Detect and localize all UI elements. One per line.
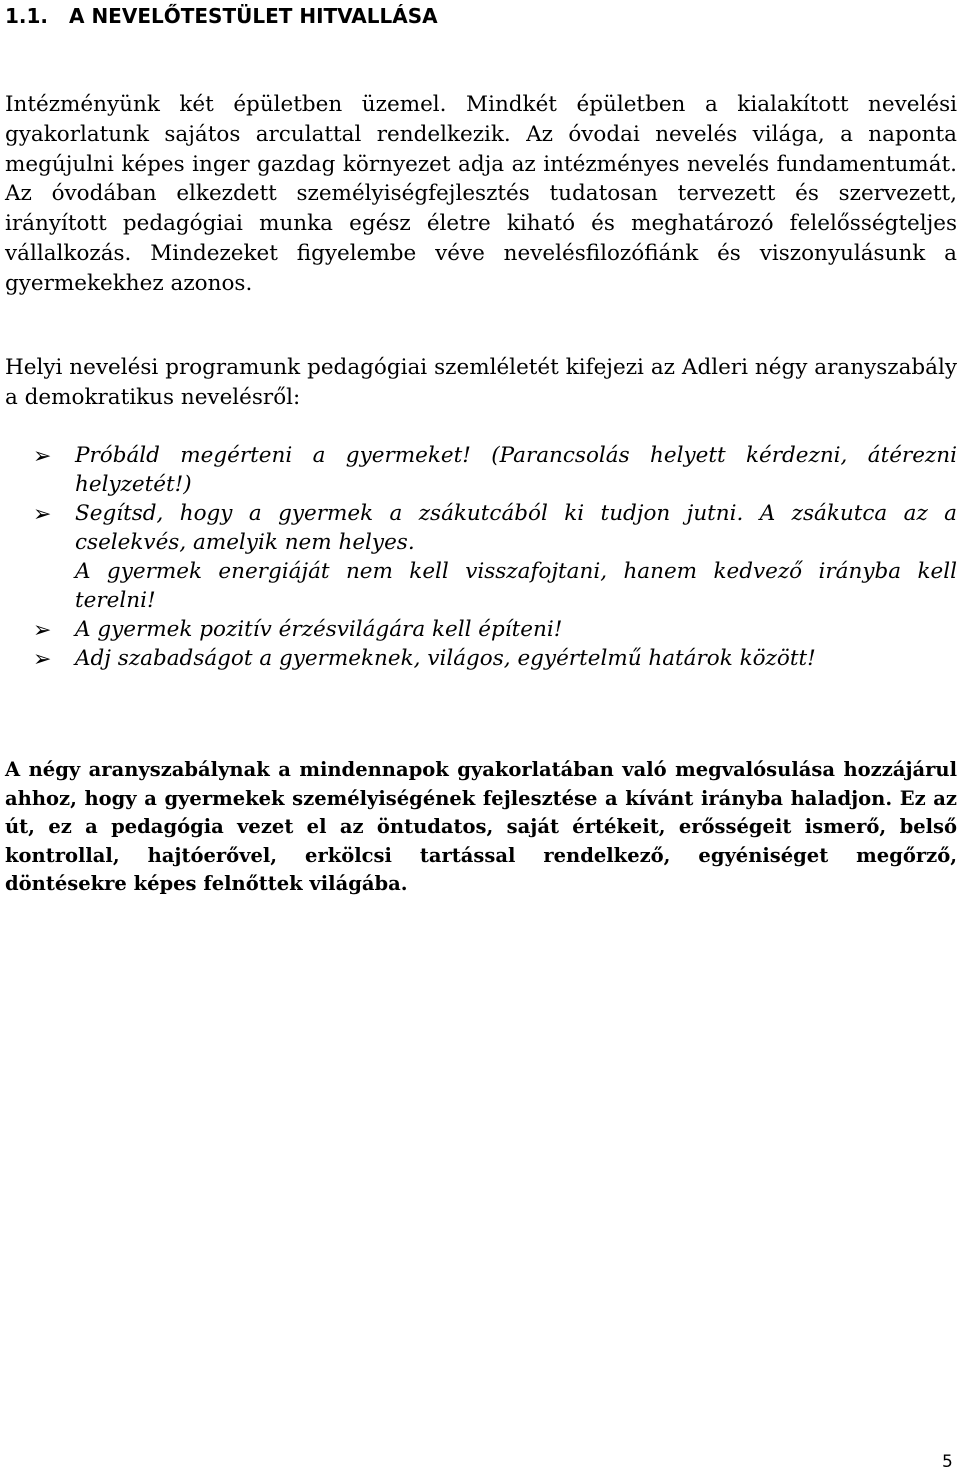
arrow-bullet-icon: ➢ [33, 647, 52, 672]
section-title: A NEVELŐTESTÜLET HITVALLÁSA [69, 4, 438, 28]
section-number: 1.1. [5, 4, 49, 28]
arrow-bullet-icon: ➢ [33, 618, 52, 643]
list-item [5, 615, 957, 644]
arrow-bullet-icon: ➢ [33, 444, 52, 469]
section-heading [5, 3, 438, 29]
list-item [5, 441, 957, 499]
rule-text: Adj szabadságot a gyermeknek, világos, egyértelmű határok között! [75, 646, 816, 671]
rule-text: Segítsd, hogy a gyermek a zsákutcából ki tudjon jutni. A zsákutca az a cselekvés, amelyik nem helyes. [75, 501, 957, 555]
list-item [5, 557, 957, 615]
conclusion-paragraph: A négy aranyszabálynak a mindennapok gyakorlatában való megvalósulása hozzájárul ahhoz, hogy a gyermekek személyiségének fejlesztése a kívánt irányba haladjon. Ez az út, ez a pedagógia vezet el az öntudatos, saját értékeit, erősségeit ismerő, belső kontrollal, hajtóerővel, erkölcsi tartással rendelkező, egyéniséget megőrző, döntésekre képes felnőttek világába. [5, 758, 957, 896]
list-item [5, 644, 957, 673]
golden-rules-list [5, 441, 957, 673]
rule-text: Próbáld megérteni a gyermeket! (Parancsolás helyett kérdezni, átérezni helyzetét!) [75, 443, 957, 497]
rule-text: A gyermek energiáját nem kell visszafojtani, hanem kedvező irányba kell terelni! [75, 559, 957, 613]
list-item [5, 499, 957, 557]
intro-paragraph: Intézményünk két épületben üzemel. Mindkét épületben a kialakított nevelési gyakorlatunk sajátos arculattal rendelkezik. Az óvodai nevelés világa, a naponta megújulni képes inger gazdag környezet adja az intézményes nevelés fundamentumát. Az óvodában elkezdett személyiségfejlesztés tudatosan tervezett és szervezett, irányított pedagógiai munka egész életre kiható és meghatározó felelősségteljes vállalkozás. Mindezeket figyelembe véve nevelésfilozófiánk és viszonyulásunk a gyermekekhez azonos. [5, 92, 957, 296]
adler-intro-paragraph: Helyi nevelési programunk pedagógiai szemléletét kifejezi az Adleri négy aranyszabály a demokratikus nevelésről: [5, 355, 957, 410]
arrow-bullet-icon: ➢ [33, 502, 52, 527]
page-number: 5 [942, 1452, 953, 1472]
rule-text: A gyermek pozitív érzésvilágára kell építeni! [75, 617, 563, 642]
